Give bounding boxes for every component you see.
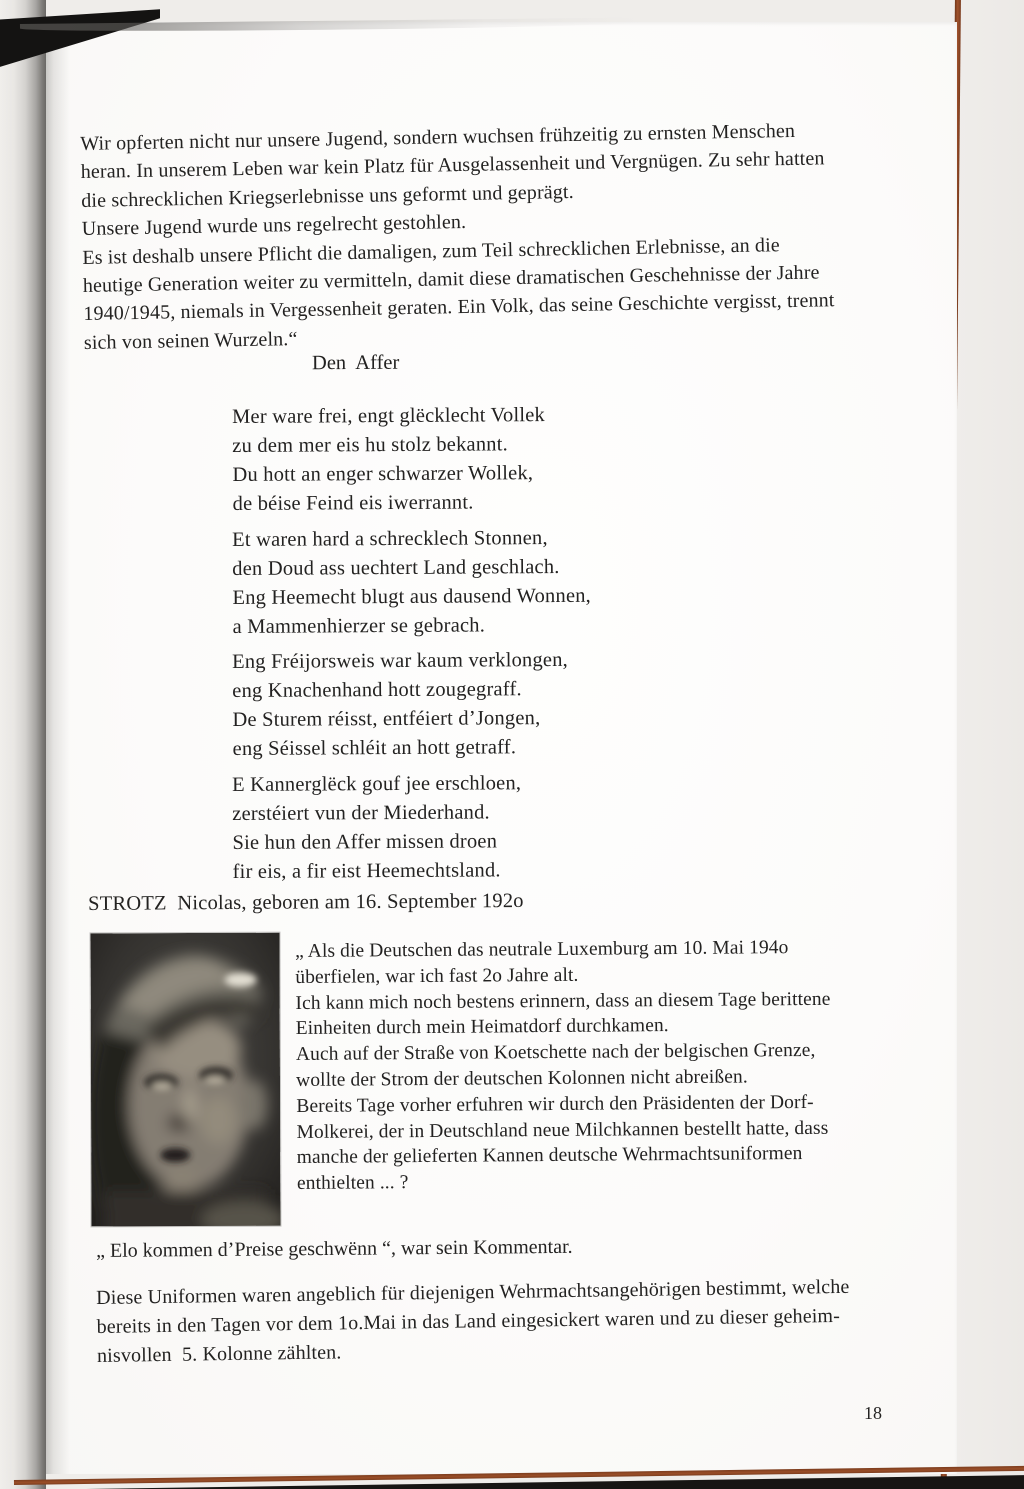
text-line: „ Als die Deutschen das neutrale Luxemburg am 10. Mai 194o — [295, 937, 789, 962]
poem-stanza-2 — [232, 524, 591, 642]
closing-paragraph — [96, 1271, 957, 1371]
poem-line: Eng Fréijorsweis war kaum verklongen, — [232, 648, 569, 673]
text-line: heutige Generation weiter zu vermitteln, damit diese dramatischen Geschehnisse der Jahre — [82, 261, 820, 298]
poem-line: Mer ware frei, engt glëcklecht Vollek — [232, 404, 546, 428]
poem-stanza-1 — [232, 401, 546, 519]
text-line: 1940/1945, niemals in Vergessenheit geraten. Ein Volk, das seine Geschichte vergisst, trennt — [83, 289, 835, 326]
text-line: Diese Uniformen waren angeblich für diejenigen Wehrmachtsangehörigen bestimmt, welche — [96, 1275, 850, 1309]
text-line: Ich kann mich noch bestens erinnern, dass an diesem Tage berittene — [295, 988, 831, 1014]
person-heading: STROTZ Nicolas, geboren am 16. September 192o — [88, 889, 524, 915]
poem-line: E Kannerglëck gouf jee erschloen, — [232, 772, 522, 796]
poem-line: Sie hun den Affer missen droen — [232, 830, 498, 854]
poem-line: Du hott an enger schwarzer Wollek, — [232, 462, 534, 486]
page-paper — [40, 22, 957, 1474]
intro-paragraph — [80, 114, 944, 357]
poem-line: De Sturem réisst, entféiert d’Jongen, — [232, 707, 541, 731]
poem-line: den Doud ass uechtert Land geschlach. — [232, 556, 560, 580]
text-line: Es ist deshalb unsere Pflicht die damaligen, zum Teil schrecklichen Erlebnisse, an die — [82, 233, 781, 269]
poem-line: a Mammenhierzer se gebrach. — [232, 614, 486, 638]
book-gutter-edge — [0, 0, 46, 1489]
poem-line: Eng Heemecht blugt aus dausend Wonnen, — [232, 584, 592, 609]
text-line: Wir opferten nicht nur unsere Jugend, sondern wuchsen frühzeitig zu ernsten Menschen — [80, 119, 796, 155]
text-line: Bereits Tage vorher erfuhren wir durch den Präsidenten der Dorf- — [296, 1091, 814, 1117]
text-line: nisvollen 5. Kolonne zählten. — [96, 1341, 342, 1367]
portrait-photo-image — [90, 933, 280, 1227]
text-line: bereits in den Tagen vor dem 1o.Mai in das Land eingesickert waren und zu dieser geheim- — [96, 1304, 841, 1338]
text-line: wollte der Strom der deutschen Kolonnen nicht abreißen. — [296, 1066, 748, 1091]
quote-paragraph — [295, 934, 957, 1197]
text-line: enthielten ... ? — [296, 1172, 409, 1195]
poem-line: eng Knachenhand hott zougegraff. — [232, 678, 522, 702]
text-line: die schrecklichen Kriegserlebnisse uns geformt und geprägt. — [81, 180, 575, 212]
poem-line: de béise Feind eis iwerrannt. — [232, 491, 474, 515]
poem-stanza-3 — [232, 646, 569, 764]
text-line: Unsere Jugend wurde uns regelrecht gestohlen. — [81, 211, 467, 241]
background-right — [954, 0, 1024, 1489]
poem-line: zerstéiert vun der Miederhand. — [232, 801, 490, 825]
text-line: überfielen, war ich fast 2o Jahre alt. — [295, 964, 579, 988]
poem-line: fir eis, a fir eist Heemechtsland. — [232, 859, 501, 883]
text-line: sich von seinen Wurzeln.“ — [83, 327, 298, 354]
text-line: heran. In unserem Leben war kein Platz für Ausgelassenheit und Vergnügen. Zu sehr hatten — [80, 147, 825, 184]
poem-line: eng Séissel schléit an hott getraff. — [232, 736, 517, 760]
poem-title: Den Affer — [311, 351, 400, 375]
text-line: Molkerei, der in Deutschland neue Milchkannen bestellt hatte, dass — [296, 1117, 829, 1143]
page-number: 18 — [864, 1403, 882, 1423]
portrait-photo — [90, 933, 280, 1227]
poem-line: Et waren hard a schrecklech Stonnen, — [232, 527, 548, 551]
text-line: Einheiten durch mein Heimatdorf durchkamen. — [295, 1015, 669, 1040]
comment-line: „ Elo kommen d’Preise geschwënn “, war sein Kommentar. — [96, 1235, 573, 1262]
text-line: manche der gelieferten Kannen deutsche Wehrmachtsuniformen — [296, 1143, 803, 1169]
poem-stanza-4 — [232, 769, 522, 887]
text-line: Auch auf der Straße von Koetschette nach der belgischen Grenze, — [295, 1040, 816, 1066]
poem-line: zu dem mer eis hu stolz bekannt. — [232, 433, 509, 457]
